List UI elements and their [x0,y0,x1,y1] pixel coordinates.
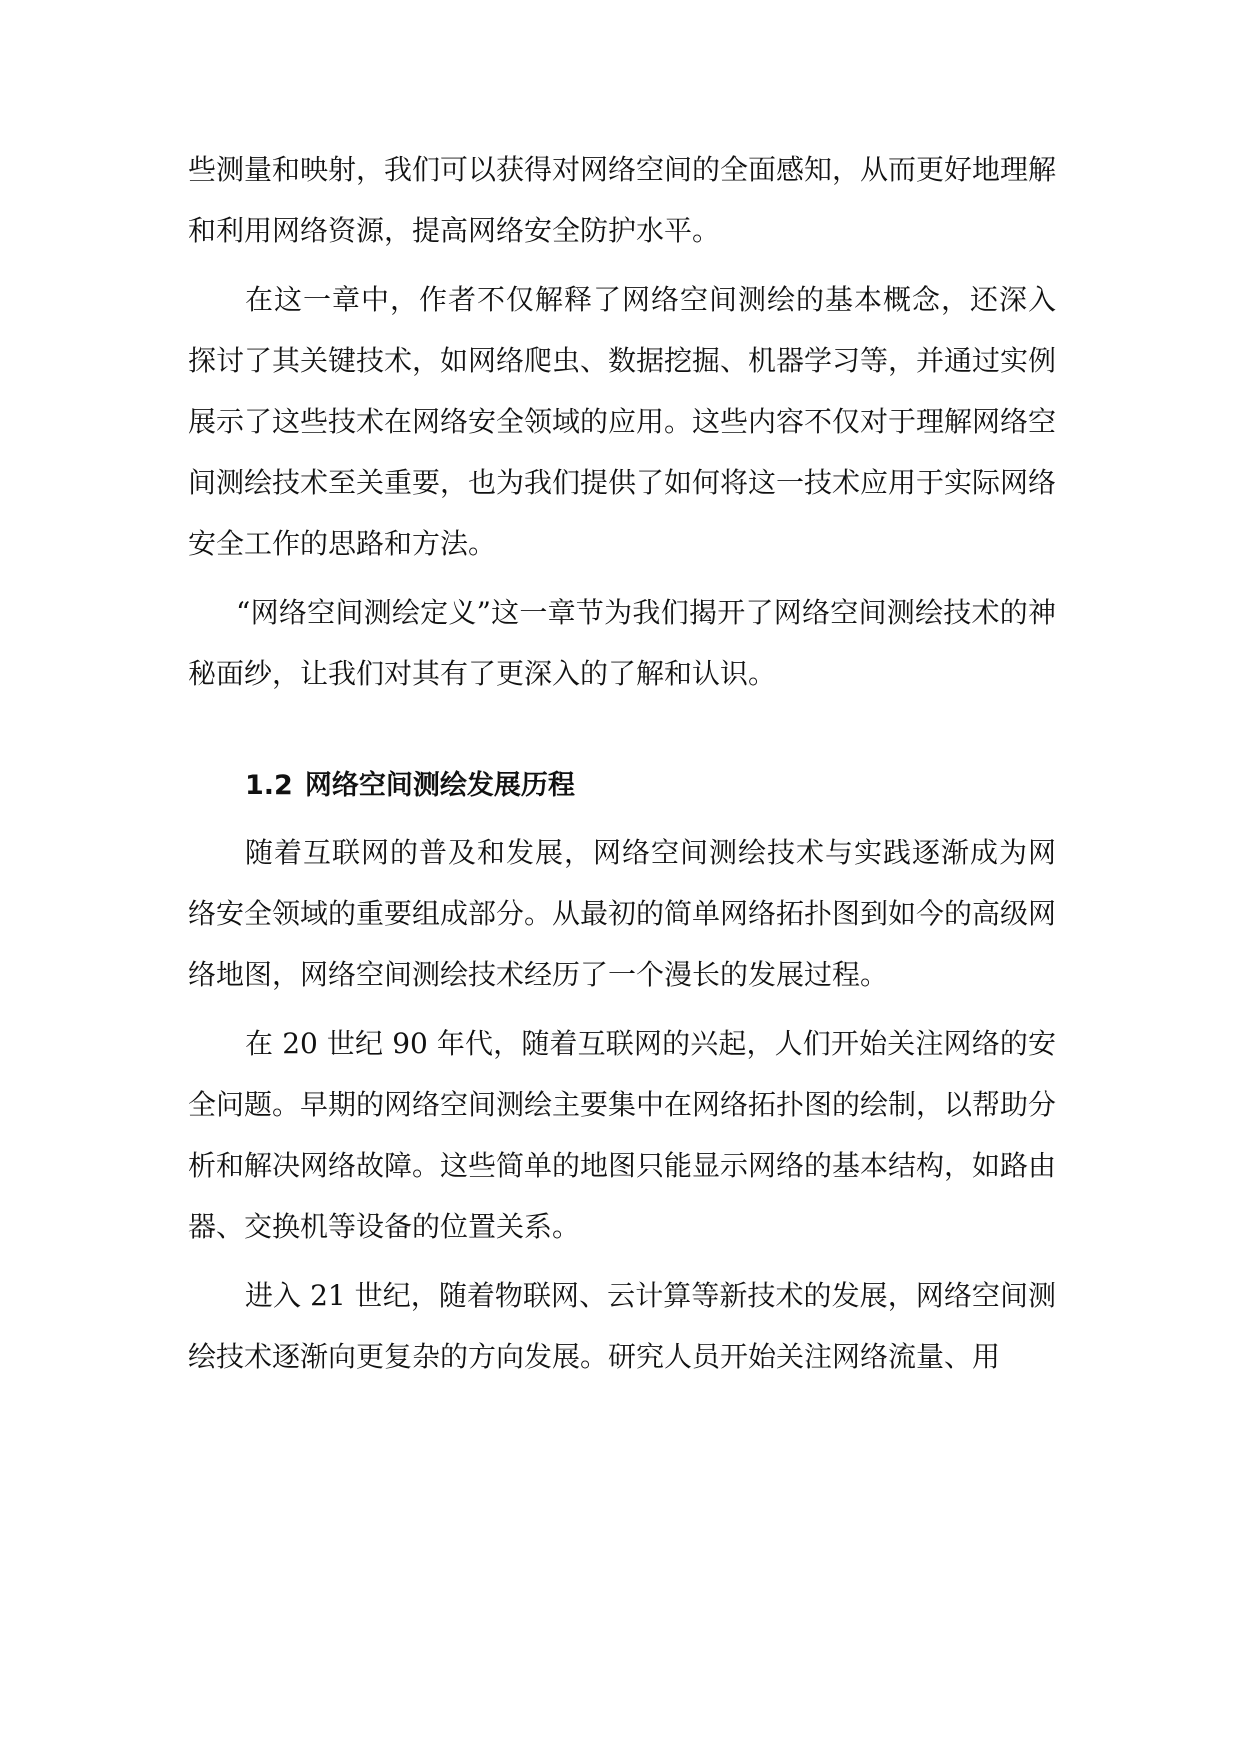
section-heading [188,755,1056,816]
section-title: 网络空间测绘发展历程 [304,770,575,801]
paragraph: 些测量和映射，我们可以获得对网络空间的全面感知，从而更好地理解和利用网络资源，提高网络安全防护水平。 [188,153,1057,247]
paragraph: 在 20 世纪 90 年代，随着互联网的兴起，人们开始关注网络的安全问题。早期的网络空间测绘主要集中在网络拓扑图的绘制，以帮助分析和解决网络故障。这些简单的地图只能显示网络的基本结构，如路由器、交换机等设备的位置关系。 [188,1027,1057,1243]
paragraph: 在这一章中，作者不仅解释了网络空间测绘的基本概念，还深入探讨了其关键技术，如网络爬虫、数据挖掘、机器学习等，并通过实例展示了这些技术在网络安全领域的应用。这些内容不仅对于理解网络空间测绘技术至关重要，也为我们提供了如何将这一技术应用于实际网络安全工作的思路和方法。 [188,283,1057,560]
paragraph: “网络空间测绘定义”这一章节为我们揭开了网络空间测绘技术的神秘面纱，让我们对其有了更深入的了解和认识。 [188,596,1056,690]
paragraph: 随着互联网的普及和发展，网络空间测绘技术与实践逐渐成为网络安全领域的重要组成部分。从最初的简单网络拓扑图到如今的高级网络地图，网络空间测绘技术经历了一个漫长的发展过程。 [188,836,1057,991]
section-number: 1.2 [245,770,293,801]
paragraph: 进入 21 世纪，随着物联网、云计算等新技术的发展，网络空间测绘技术逐渐向更复杂的方向发展。研究人员开始关注网络流量、用 [188,1279,1056,1373]
page-content [188,139,1056,1395]
